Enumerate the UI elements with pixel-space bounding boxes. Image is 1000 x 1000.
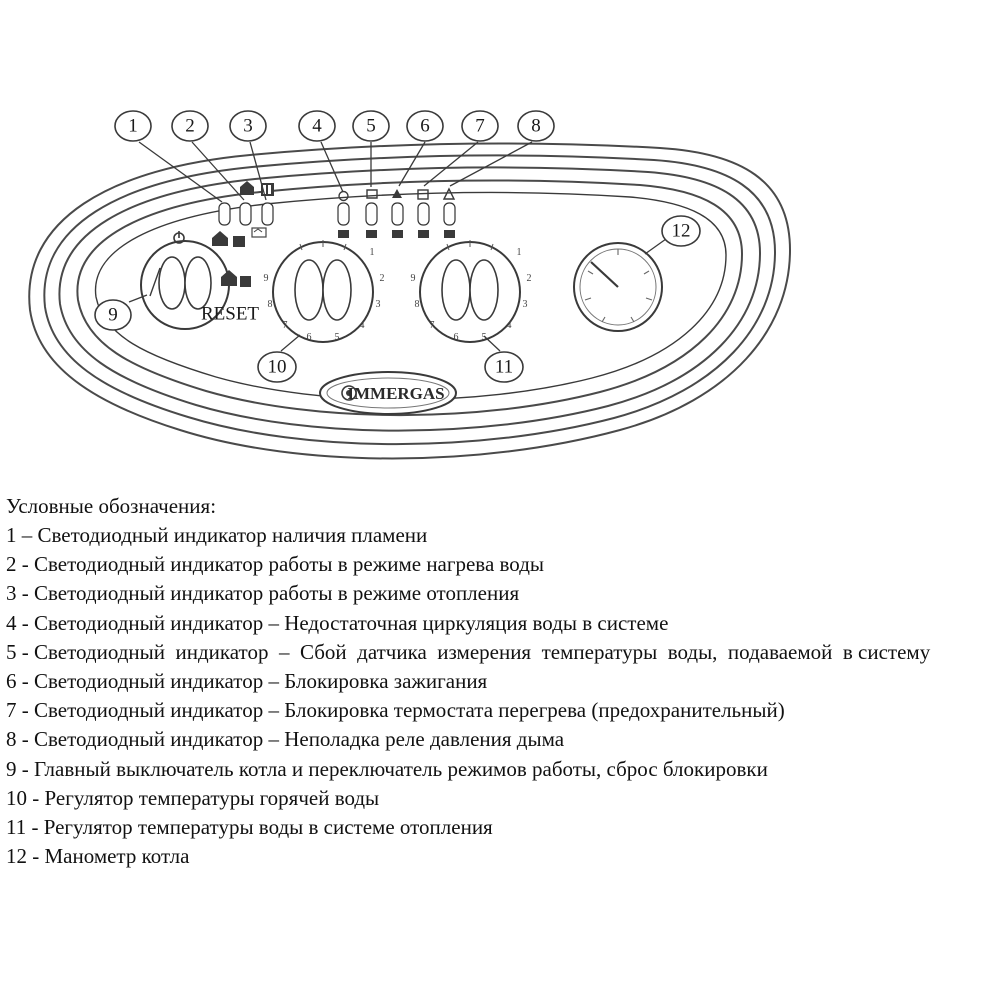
svg-text:1: 1 [516, 247, 522, 258]
led-icons-left [240, 181, 274, 196]
legend-item: 3 - Светодиодный индикатор работы в режиме отопления [6, 581, 520, 606]
legend-item: 2 - Светодиодный индикатор работы в режиме нагрева воды [6, 552, 544, 577]
callout-10 [258, 352, 296, 382]
callout-label: 7 [475, 115, 485, 137]
svg-text:1: 1 [369, 247, 375, 258]
control-panel-diagram [0, 0, 1000, 490]
callout-label: 11 [494, 356, 514, 378]
svg-text:3: 3 [375, 299, 381, 310]
callout-label: 6 [420, 115, 430, 137]
callout-6 [407, 111, 443, 141]
led-icons-right [339, 189, 454, 201]
pressure-gauge [574, 243, 662, 331]
led-indicators [219, 181, 455, 238]
svg-text:5: 5 [334, 332, 340, 343]
svg-text:2: 2 [526, 273, 532, 284]
legend-item: 11 - Регулятор температуры воды в системе отопления [6, 815, 493, 840]
callout-1 [115, 111, 151, 141]
legend-item: 1 – Светодиодный индикатор наличия пламени [6, 523, 428, 547]
callout-label: 5 [366, 115, 376, 137]
callout-4 [299, 111, 335, 141]
legend-item: 8 - Светодиодный индикатор – Неполадка реле давления дыма [6, 727, 565, 752]
callout-8 [518, 111, 554, 141]
callout-2 [172, 111, 208, 141]
legend-item: 12 - Манометр котла [6, 844, 190, 869]
svg-text:6: 6 [453, 332, 459, 343]
svg-text:4: 4 [506, 320, 512, 331]
svg-text:7: 7 [429, 320, 435, 331]
brand-label: IMMERGAS [347, 384, 445, 403]
selector-reset-label: RESET [200, 303, 260, 325]
callout-label: 8 [531, 115, 541, 137]
brand-badge [320, 372, 456, 414]
svg-text:4: 4 [359, 320, 365, 331]
heating-temperature-knob[interactable] [411, 240, 532, 343]
svg-text:9: 9 [410, 273, 416, 284]
callout-11 [485, 352, 523, 382]
callout-12 [662, 216, 700, 246]
legend-item: 7 - Светодиодный индикатор – Блокировка термостата перегрева (предохранительный) [6, 698, 785, 723]
svg-text:9: 9 [263, 273, 269, 284]
legend [0, 492, 1000, 871]
callout-label: 9 [108, 304, 118, 326]
legend-item: 10 - Регулятор температуры горячей воды [6, 785, 380, 810]
panel-drawing [0, 0, 1000, 490]
svg-text:6: 6 [306, 332, 312, 343]
legend-item: 5 - Светодиодный индикатор – Сбой датчика измерения температуры воды, подаваемой в систему [6, 639, 931, 664]
legend-title: Условные обозначения: [6, 494, 217, 518]
callout-3 [230, 111, 266, 141]
callout-9 [95, 300, 131, 330]
callout-label: 12 [671, 220, 691, 242]
callout-5 [353, 111, 389, 141]
svg-text:3: 3 [522, 299, 528, 310]
legend-item: 9 - Главный выключатель котла и переключатель режимов работы, сброс блокировки [6, 756, 768, 781]
svg-text:8: 8 [267, 299, 273, 310]
callout-label: 10 [267, 356, 287, 378]
svg-text:2: 2 [379, 273, 385, 284]
led-sub-icons [338, 230, 455, 238]
dhw-temperature-knob[interactable] [264, 240, 385, 343]
callout-label: 1 [128, 115, 138, 137]
svg-text:5: 5 [481, 332, 487, 343]
svg-text:7: 7 [282, 320, 288, 331]
svg-text:8: 8 [414, 299, 420, 310]
callout-label: 2 [185, 115, 195, 137]
legend-item: 4 - Светодиодный индикатор – Недостаточная циркуляция воды в системе [6, 610, 669, 635]
callout-label: 3 [243, 115, 253, 137]
legend-item: 6 - Светодиодный индикатор – Блокировка зажигания [6, 669, 488, 694]
callout-label: 4 [312, 115, 322, 137]
main-selector-knob[interactable] [141, 231, 259, 329]
callout-7 [462, 111, 498, 141]
